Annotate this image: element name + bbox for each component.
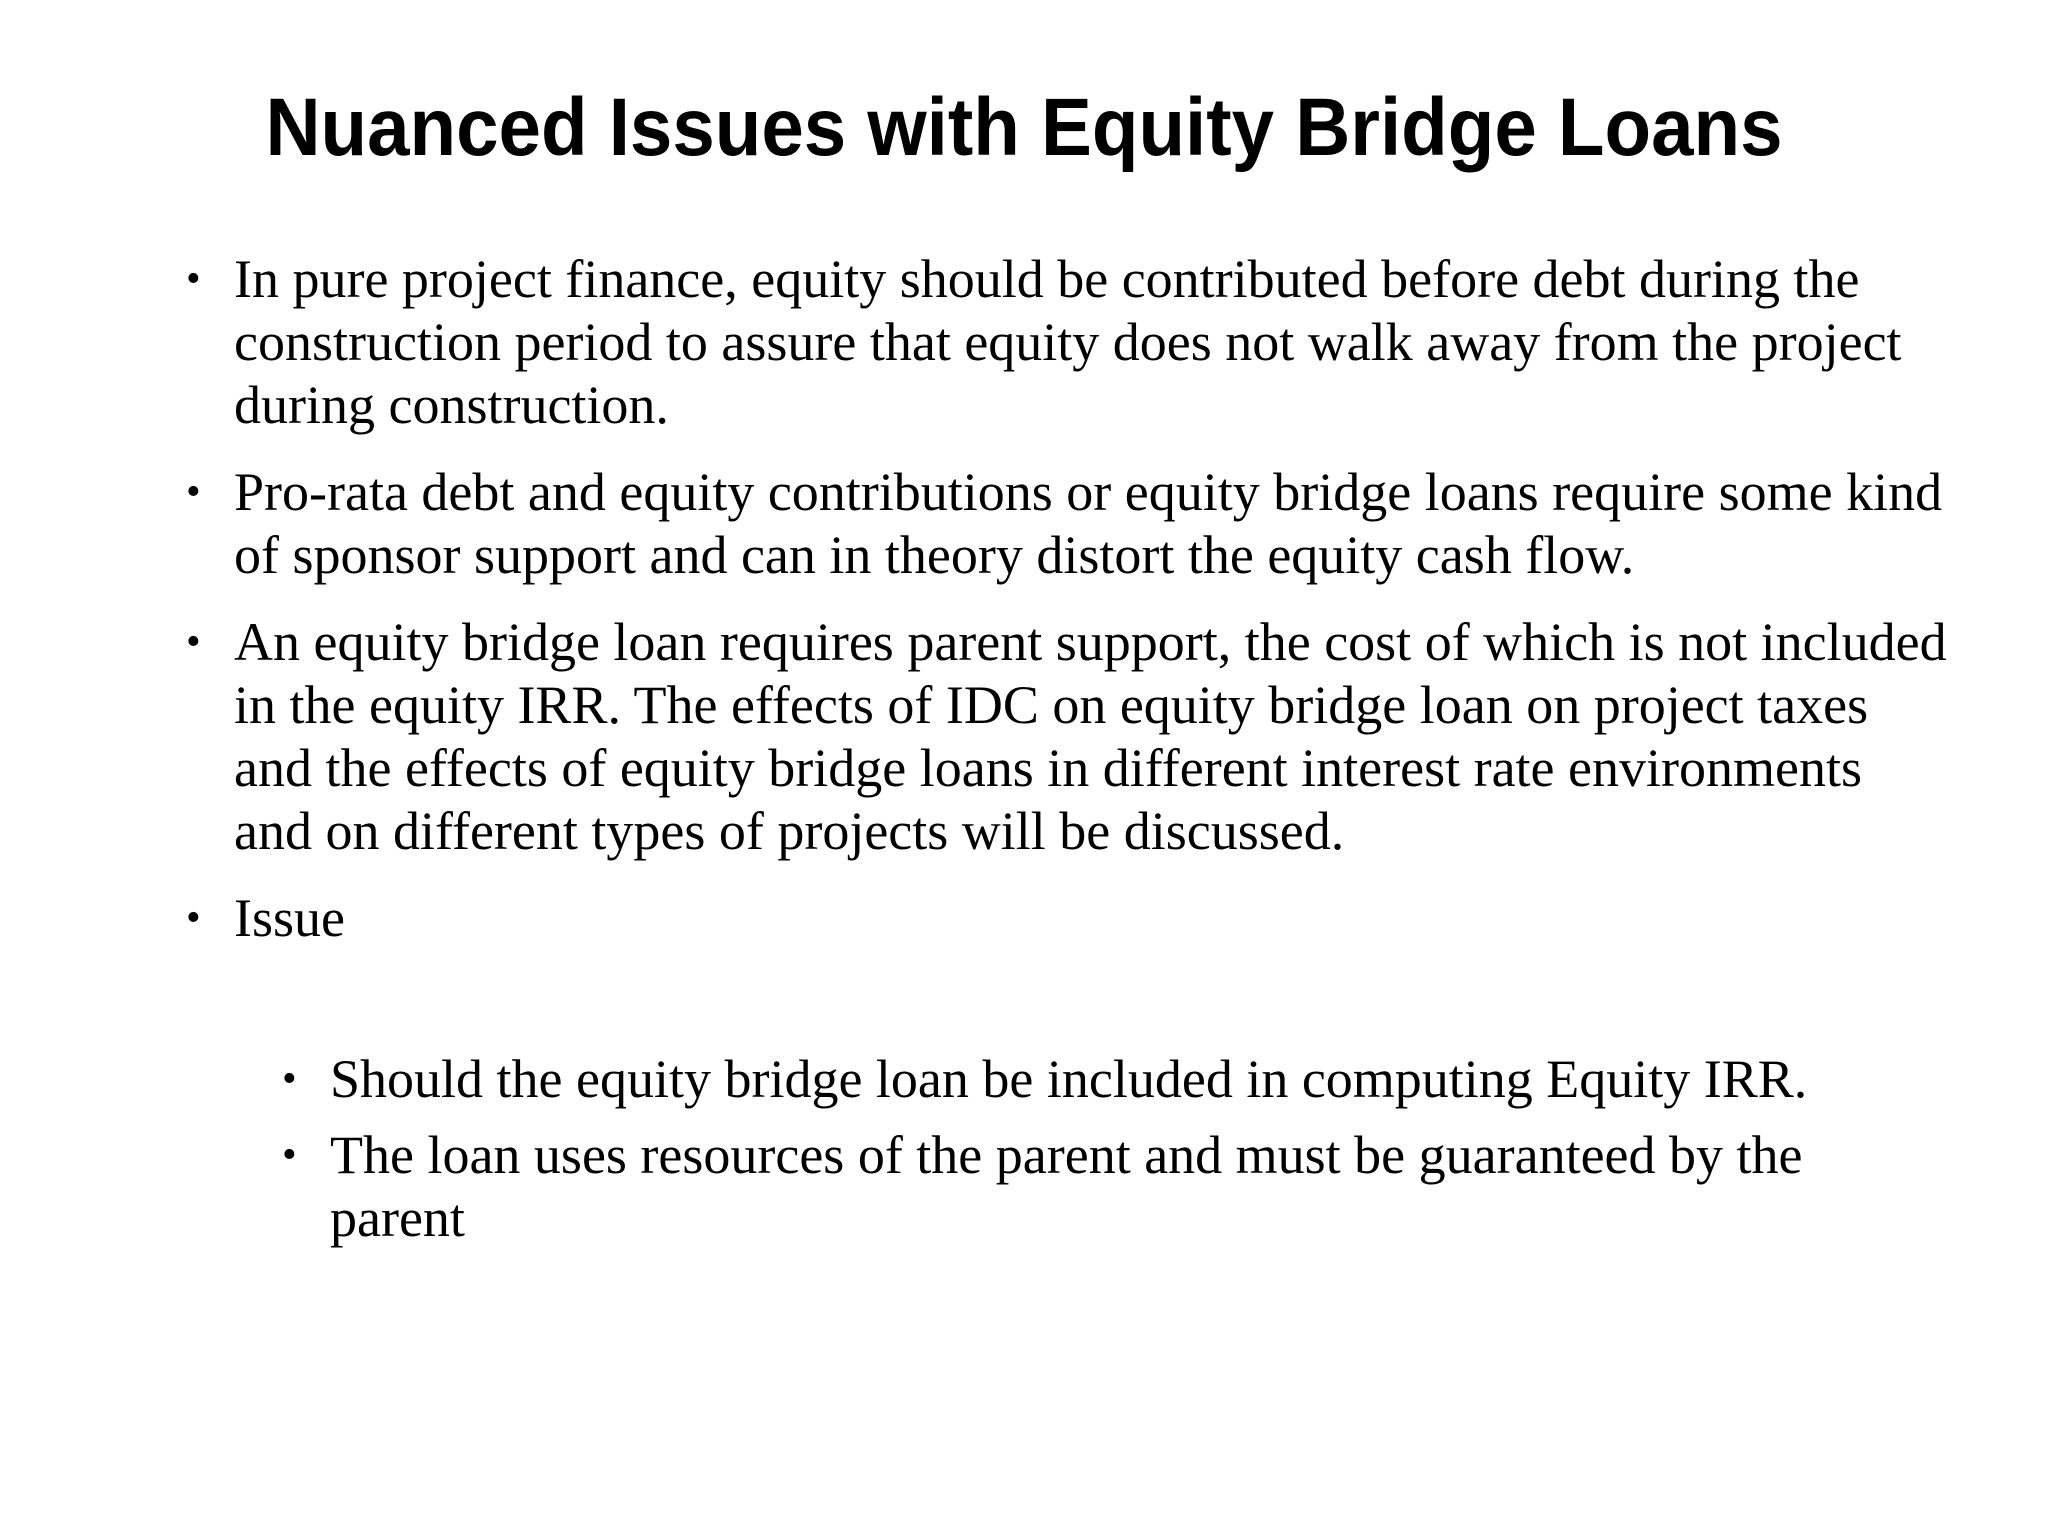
bullet-item [0, 887, 1950, 950]
bullet-text: An equity bridge loan requires parent support, the cost of which is not included in the equity IRR. The effects of IDC on equity bridge loan on project taxes and the effects of equity bridge loans in different interest rate environments and on different types of projects will be discussed. [234, 612, 1947, 861]
bullet-text: Issue [234, 888, 345, 948]
sub-bullet-item [0, 1124, 1890, 1250]
bullet-icon: • [186, 895, 201, 941]
bullet-text: Pro-rata debt and equity contributions or equity bridge loans require some kind of sponsor support and can in theory distort the equity cash flow. [234, 462, 1943, 585]
bullet-text: In pure project finance, equity should be contributed before debt during the construction period to assure that equity does not walk away from the project during construction. [234, 249, 1902, 435]
bullet-icon: • [186, 469, 201, 515]
bullet-item [0, 461, 1950, 587]
bullet-item [0, 611, 1950, 863]
bullet-icon: • [186, 256, 201, 302]
sub-bullet-item [0, 1048, 1890, 1111]
bullet-icon: • [282, 1056, 297, 1102]
bullet-list [0, 248, 2048, 950]
bullet-icon: • [186, 619, 201, 665]
sub-bullet-list [0, 1048, 2048, 1263]
sub-bullet-text: Should the equity bridge loan be included in computing Equity IRR. [330, 1049, 1808, 1109]
bullet-item [0, 248, 1950, 437]
sub-bullet-text: The loan uses resources of the parent and must be guaranteed by the parent [330, 1125, 1803, 1248]
bullet-icon: • [282, 1132, 297, 1178]
slide-title: Nuanced Issues with Equity Bridge Loans [265, 82, 1783, 173]
